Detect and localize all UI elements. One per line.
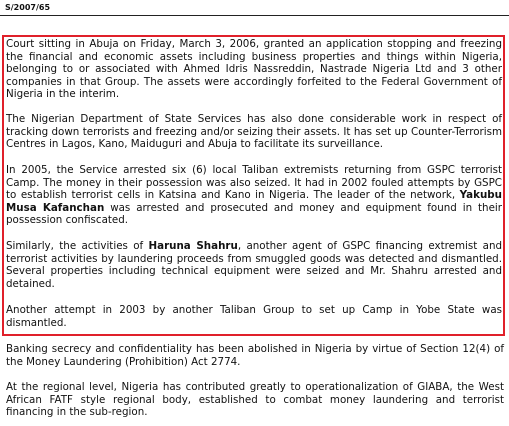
banking-secrecy-paragraph: Banking secrecy and confidentiality has been abolished in Nigeria by virtue of Section 12(4) of the Money Laundering (Prohibition) Act 2774. — [6, 343, 504, 368]
shahru-text-part2: , another agent of GSPC financing extremist and terrorist activities by laundering proceeds from smuggled goods was detected and dismantled. Several properties including technical equipment were seized and Mr. Shahru arrested and detained. — [6, 240, 503, 290]
taliban-text-part1: In 2005, the Service arrested six (6) local Taliban extremists returning from GSPC terrorist Camp. The money in their possession was also seized. It had in 2002 fouled attempts by GSPC to establish terrorist cells in Katsina and Kano in Nigeria. The leader of the network, — [6, 164, 502, 201]
shahru-paragraph — [6, 240, 502, 290]
header-rule — [0, 15, 509, 16]
taliban-arrest-paragraph — [6, 164, 502, 227]
sss-paragraph: The Nigerian Department of State Services has also done considerable work in respect of tracking down terrorists and freezing and/or seizing their assets. It has set up Counter-Terrorism Centres in Lagos, Kano, Maiduguri and Abuja to facilitate its surveillance. — [6, 113, 502, 150]
yobe-paragraph: Another attempt in 2003 by another Taliban Group to set up Camp in Yobe State was dismantled. — [6, 304, 502, 329]
taliban-leader-name: Yakubu Musa Kafanchan — [6, 189, 502, 214]
shahru-text-part1: Similarly, the activities of — [6, 240, 149, 252]
giaba-paragraph: At the regional level, Nigeria has contributed greatly to operationalization of GIABA, the West African FATF style regional body, established to combat money laundering and terrorist financing in the sub-region. — [6, 381, 504, 418]
shahru-name: Haruna Shahru — [148, 240, 238, 252]
taliban-text-part2: was arrested and prosecuted and money and equipment found in their possession confiscated. — [6, 201, 503, 226]
court-paragraph: Court sitting in Abuja on Friday, March 3, 2006, granted an application stopping and freezing the financial and economic assets including business properties and things within Nigeria, belonging to or associated with Ahmed Idris Nassreddin, Nastrade Nigeria Ltd and 3 other companies in that Group. The assets were accordingly forfeited to the Federal Government of Nigeria in the interim. — [6, 38, 502, 100]
document-reference: S/2007/65 — [5, 3, 51, 12]
